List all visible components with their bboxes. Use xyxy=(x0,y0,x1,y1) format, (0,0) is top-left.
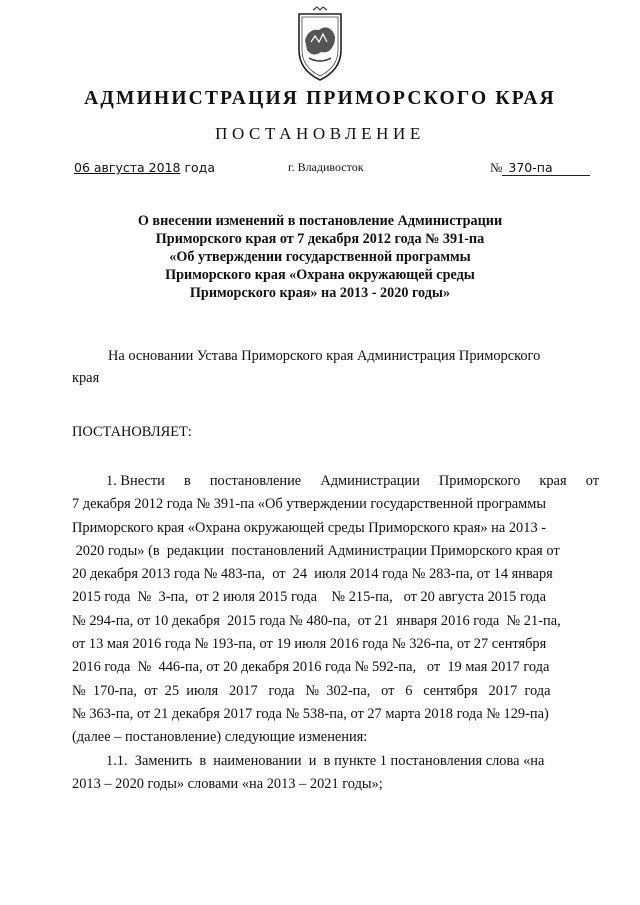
paragraph-line xyxy=(72,633,599,656)
coat-of-arms-emblem xyxy=(291,6,349,86)
paragraph-line xyxy=(72,493,599,516)
number-prefix: № xyxy=(490,160,503,175)
document-date xyxy=(74,160,215,175)
document-title xyxy=(100,212,540,302)
paragraph-1 xyxy=(72,470,599,796)
line-text: 2016 года № 446-па, от 20 декабря 2016 года № 592-па, от 19 мая 2017 года xyxy=(72,659,550,676)
basis-line-1: На основании Устава Приморского края Администрация Приморского xyxy=(108,348,541,364)
word: в xyxy=(183,473,191,489)
line-text: 7 декабря 2012 года № 391-па «Об утверждении государственной программы xyxy=(72,496,547,513)
line-text: 2020 годы» (в редакции постановлений Администрации Приморского края от xyxy=(72,542,560,559)
title-line: Приморского края» на 2013 - 2020 годы» xyxy=(189,285,451,301)
paragraph-line xyxy=(72,680,599,703)
subitem-line xyxy=(72,773,599,796)
document-type: ПОСТАНОВЛЕНИЕ xyxy=(215,124,425,143)
word: постановление xyxy=(209,473,302,489)
document-city: г. Владивосток xyxy=(288,160,364,174)
paragraph-line xyxy=(72,563,599,586)
paragraph-line xyxy=(72,726,599,749)
word: 1. Внести xyxy=(106,473,165,489)
organization-name: АДМИНИСТРАЦИЯ ПРИМОРСКОГО КРАЯ xyxy=(84,88,556,109)
title-line: Приморского края «Охрана окружающей среды xyxy=(165,267,475,283)
paragraph-line xyxy=(72,470,599,493)
line-text: 20 декабря 2013 года № 483-па, от 24 июля 2014 года № 283-па, от 14 января xyxy=(72,566,553,583)
paragraph-line xyxy=(72,656,599,679)
subitem-line xyxy=(72,750,599,773)
paragraph-line xyxy=(72,703,599,726)
line-text: Приморского края «Охрана окружающей среды Приморского края» на 2013 - xyxy=(72,519,547,536)
number-value: 370-па xyxy=(502,160,590,176)
title-line: О внесении изменений в постановление Администрации xyxy=(137,213,503,229)
line-text: 1.1. Заменить в наименовании и в пункте 1 постановления слова «на xyxy=(106,752,545,769)
basis-line-2: края xyxy=(72,370,100,386)
line-text: № 294-па, от 10 декабря 2015 года № 480-па, от 21 января 2016 года № 21-па, xyxy=(72,612,561,629)
paragraph-line xyxy=(72,540,599,563)
decrees-label: ПОСТАНОВЛЯЕТ: xyxy=(72,424,192,440)
word: Приморского xyxy=(438,473,521,489)
line-text: 2013 – 2020 годы» словами «на 2013 – 2021 годы»; xyxy=(72,775,383,792)
paragraph-line xyxy=(72,586,599,609)
line-text: (далее – постановление) следующие изменения: xyxy=(72,729,368,746)
line-text: 2015 года № 3-па, от 2 июля 2015 года № 215-па, от 20 августа 2015 года xyxy=(72,589,546,606)
document-number xyxy=(490,160,590,176)
title-line: «Об утверждении государственной программы xyxy=(169,249,471,265)
line-text: № 170-па, от 25 июля 2017 года № 302-па, от 6 сентября 2017 года xyxy=(72,682,551,699)
date-value: 06 августа 2018 xyxy=(74,160,181,175)
word: Администрации xyxy=(320,473,420,489)
paragraph-line xyxy=(72,517,599,540)
title-line: Приморского края от 7 декабря 2012 года № 391-па xyxy=(155,231,485,247)
paragraph-line xyxy=(72,610,599,633)
line-text: от 13 мая 2016 года № 193-па, от 19 июля 2016 года № 326-па, от 27 сентября xyxy=(72,636,547,653)
date-suffix: года xyxy=(180,160,215,175)
word: от xyxy=(585,473,599,489)
line-text: № 363-па, от 21 декабря 2017 года № 538-па, от 27 марта 2018 года № 129-па) xyxy=(72,705,549,722)
word: края xyxy=(539,473,567,489)
